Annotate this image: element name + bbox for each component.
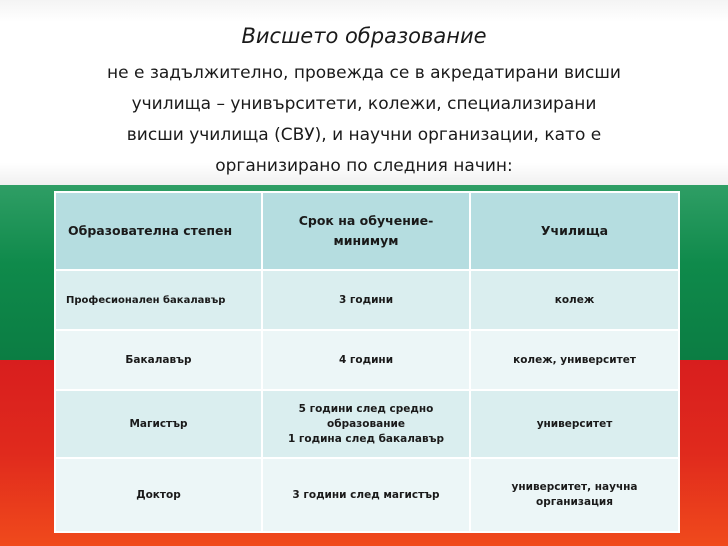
cell-duration	[262, 458, 470, 532]
header-duration: Срок на обучение-минимум	[262, 192, 470, 270]
table-row	[55, 270, 679, 330]
cell-schools: университет	[470, 390, 679, 458]
cell-schools: колеж	[470, 270, 679, 330]
cell-duration	[262, 270, 470, 330]
cell-duration	[262, 390, 470, 458]
intro-text	[62, 58, 666, 182]
cell-schools: университет, научна организация	[470, 458, 679, 532]
intro-line: висши училища (СВУ), и научни организации, като е	[126, 125, 602, 145]
duration-line: 1 година след бакалавър	[287, 432, 445, 445]
cell-schools: колеж, университет	[470, 330, 679, 390]
cell-degree: Професионален бакалавър	[55, 270, 262, 330]
intro-line: училища – унивърситети, колежи, специализирани	[131, 94, 597, 114]
duration-line: образование	[327, 417, 405, 430]
table-row	[55, 390, 679, 458]
duration-line: 3 години	[338, 293, 394, 306]
cell-degree: Бакалавър	[55, 330, 262, 390]
table-header-row	[55, 192, 679, 270]
table-row	[55, 330, 679, 390]
slide-title: Висшето образование	[241, 24, 487, 48]
duration-line: 5 години след средно	[298, 402, 434, 415]
cell-degree: Доктор	[55, 458, 262, 532]
cell-degree: Магистър	[55, 390, 262, 458]
duration-line: 3 години след магистър	[292, 488, 440, 501]
header-degree: Образователна степен	[55, 192, 262, 270]
cell-duration	[262, 330, 470, 390]
duration-line: 4 години	[338, 353, 394, 366]
intro-line: организирано по следния начин:	[215, 156, 513, 176]
table-row	[55, 458, 679, 532]
header-schools: Училища	[470, 192, 679, 270]
education-table	[54, 191, 680, 533]
intro-line: не е задължително, провежда се в акредатирани висши	[106, 63, 621, 83]
